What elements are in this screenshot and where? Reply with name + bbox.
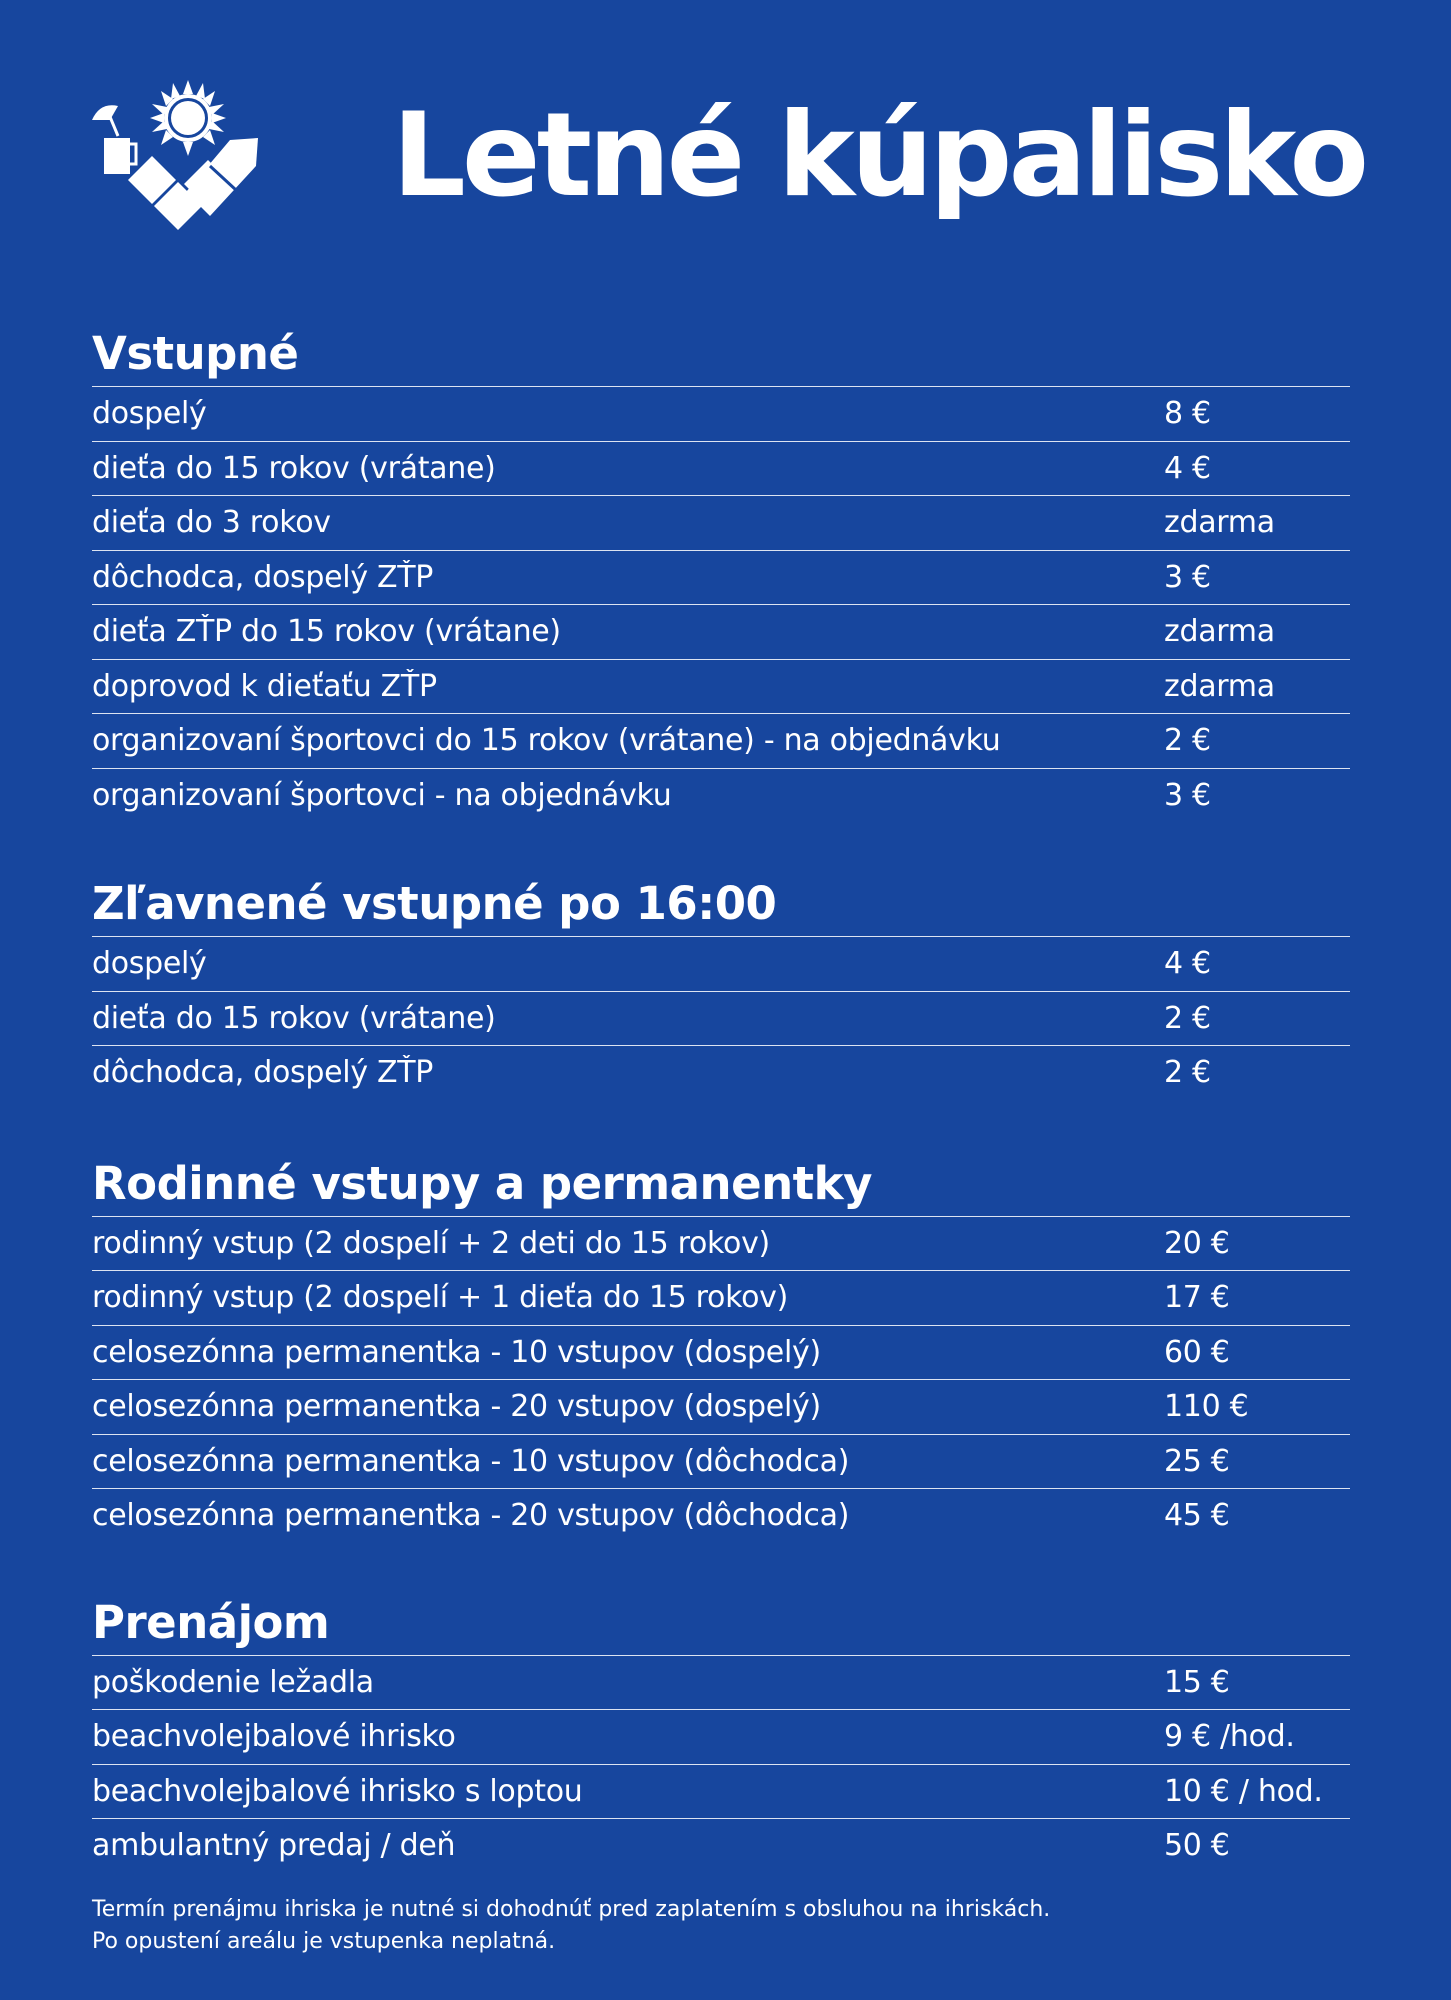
price-row [92, 1217, 1350, 1271]
row-label: dieťa do 15 rokov (vrátane) [92, 450, 496, 486]
row-label: rodinný vstup (2 dospelí + 1 dieťa do 15 rokov) [92, 1280, 789, 1316]
price-row [92, 1709, 1350, 1764]
row-label: dôchodca, dospelý ZŤP [92, 559, 434, 595]
row-label: doprovod k dieťaťu ZŤP [92, 668, 437, 704]
row-label: beachvolejbalové ihrisko s loptou [92, 1773, 583, 1809]
row-price: 4 € [1164, 450, 1211, 486]
row-price: zdarma [1164, 668, 1275, 704]
row-price: 2 € [1164, 1055, 1211, 1091]
section-heading: Prenájom [92, 1595, 330, 1649]
section-family-passes [92, 1152, 1350, 1543]
row-price: 50 € [1164, 1828, 1230, 1864]
price-row [92, 550, 1350, 605]
price-row [92, 387, 1350, 441]
row-label: dieťa ZŤP do 15 rokov (vrátane) [92, 614, 561, 650]
price-row [92, 1270, 1350, 1325]
price-row [92, 1434, 1350, 1489]
row-label: dospelý [92, 396, 207, 432]
row-label: dieťa do 3 rokov [92, 505, 331, 541]
section-heading: Rodinné vstupy a permanentky [92, 1156, 872, 1210]
row-price: 25 € [1164, 1443, 1230, 1479]
footer-note [92, 1894, 1050, 1958]
row-label: poškodenie ležadla [92, 1664, 374, 1700]
row-price: 8 € [1164, 396, 1211, 432]
row-price: zdarma [1164, 505, 1275, 541]
row-price: zdarma [1164, 614, 1275, 650]
section-rental [92, 1591, 1350, 1873]
section-heading: Vstupné [92, 327, 299, 380]
row-price: 3 € [1164, 559, 1211, 595]
price-row [92, 495, 1350, 550]
section-discounted-admission [92, 872, 1350, 1100]
row-label: rodinný vstup (2 dospelí + 2 deti do 15 rokov) [92, 1225, 770, 1261]
price-row [92, 713, 1350, 768]
price-table [92, 1655, 1350, 1873]
pool-sun-drink-icon [90, 80, 270, 240]
row-label: celosezónna permanentka - 20 vstupov (dospelý) [92, 1389, 821, 1425]
row-label: celosezónna permanentka - 10 vstupov (dôchodca) [92, 1443, 850, 1479]
price-row [92, 441, 1350, 496]
price-row [92, 991, 1350, 1046]
price-row [92, 1488, 1350, 1543]
page-title: Letné kúpalisko [392, 88, 1366, 223]
row-label: ambulantný predaj / deň [92, 1828, 456, 1864]
row-label: celosezónna permanentka - 20 vstupov (dôchodca) [92, 1498, 850, 1534]
row-price: 45 € [1164, 1498, 1230, 1534]
row-price: 60 € [1164, 1334, 1230, 1370]
price-row [92, 937, 1350, 991]
row-price: 10 € / hod. [1164, 1773, 1323, 1809]
row-label: organizovaní športovci - na objednávku [92, 777, 672, 813]
row-price: 4 € [1164, 946, 1211, 982]
price-table [92, 386, 1350, 822]
row-price: 3 € [1164, 777, 1211, 813]
price-row [92, 1764, 1350, 1819]
price-row [92, 1325, 1350, 1380]
price-table [92, 936, 1350, 1100]
price-row [92, 659, 1350, 714]
price-row [92, 604, 1350, 659]
row-price: 17 € [1164, 1280, 1230, 1316]
footer-line: Termín prenájmu ihriska je nutné si dohodnúť pred zaplatením s obsluhou na ihriskách. [92, 1897, 1051, 1922]
row-price: 2 € [1164, 1000, 1211, 1036]
row-price: 110 € [1164, 1389, 1249, 1425]
row-price: 2 € [1164, 723, 1211, 759]
row-label: dôchodca, dospelý ZŤP [92, 1055, 434, 1091]
row-label: organizovaní športovci do 15 rokov (vrátane) - na objednávku [92, 723, 1001, 759]
price-list [92, 322, 1350, 1873]
price-table [92, 1216, 1350, 1543]
section-admission [92, 322, 1350, 822]
row-price: 20 € [1164, 1225, 1230, 1261]
row-label: celosezónna permanentka - 10 vstupov (dospelý) [92, 1334, 821, 1370]
row-label: beachvolejbalové ihrisko [92, 1719, 456, 1755]
row-label: dospelý [92, 946, 207, 982]
price-row [92, 768, 1350, 823]
price-row [92, 1818, 1350, 1873]
row-price: 15 € [1164, 1664, 1230, 1700]
row-label: dieťa do 15 rokov (vrátane) [92, 1000, 496, 1036]
footer-line: Po opustení areálu je vstupenka neplatná. [92, 1929, 556, 1954]
price-row [92, 1045, 1350, 1100]
section-heading: Zľavnené vstupné po 16:00 [92, 877, 777, 930]
price-row [92, 1656, 1350, 1710]
row-price: 9 € /hod. [1164, 1719, 1295, 1755]
price-row [92, 1379, 1350, 1434]
